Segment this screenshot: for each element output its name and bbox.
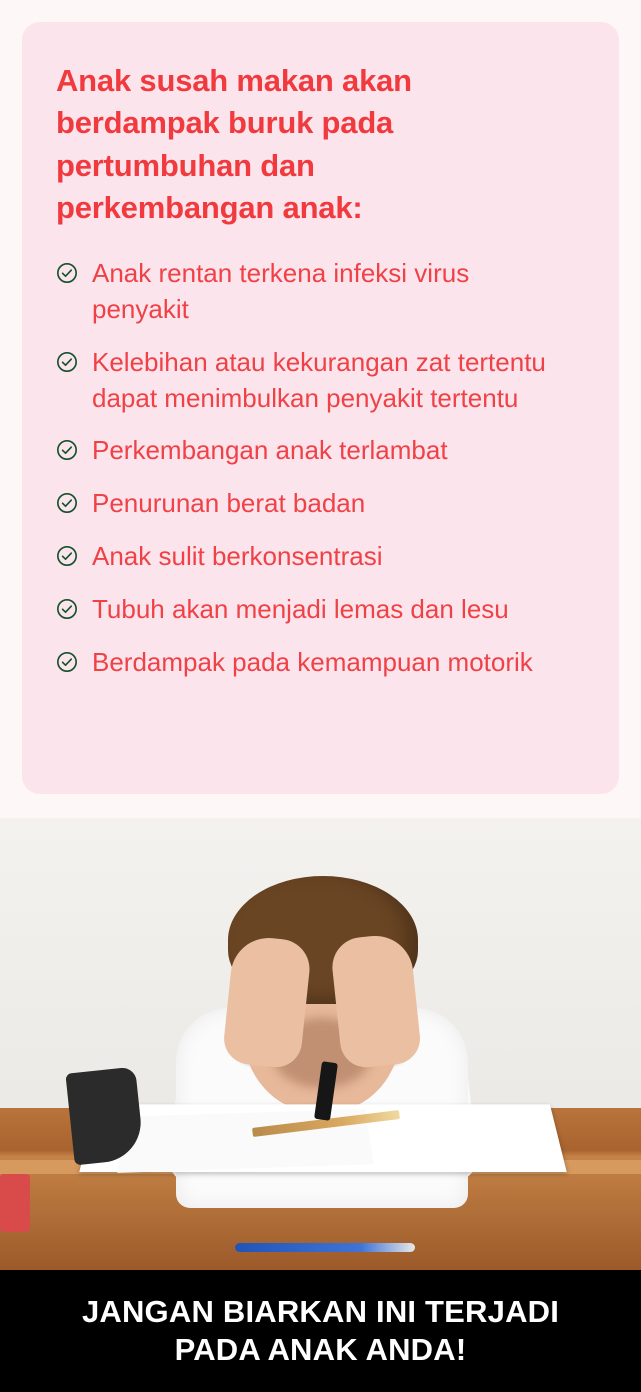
check-circle-icon bbox=[56, 598, 78, 620]
list-item bbox=[56, 592, 585, 628]
check-circle-icon bbox=[56, 351, 78, 373]
list-item-label: Penurunan berat badan bbox=[92, 488, 366, 519]
eraser bbox=[0, 1174, 30, 1232]
list-item bbox=[56, 345, 585, 417]
list-item-label: Anak sulit berkonsentrasi bbox=[92, 541, 383, 572]
list-item-label: Anak rentan terkena infeksi virus penyakit bbox=[92, 257, 470, 324]
list-item-label: Kelebihan atau kekurangan zat tertentu dapat menimbulkan penyakit tertentu bbox=[92, 346, 546, 413]
check-circle-icon bbox=[56, 651, 78, 673]
warning-card bbox=[22, 22, 619, 794]
blue-pen bbox=[235, 1243, 415, 1252]
list-item bbox=[56, 486, 585, 522]
check-circle-icon bbox=[56, 262, 78, 284]
list-item-label: Berdampak pada kemampuan motorik bbox=[92, 646, 533, 677]
list-item bbox=[56, 256, 585, 328]
caption-line-1: JANGAN BIARKAN INI TERJADI bbox=[81, 1294, 560, 1330]
caption-line-2: PADA ANAK ANDA! bbox=[174, 1332, 467, 1367]
card-title: Anak susah makan akan berdampak buruk pada pertumbuhan dan perkembangan anak: bbox=[56, 63, 412, 226]
list-item bbox=[56, 645, 585, 681]
list-item-label: Perkembangan anak terlambat bbox=[92, 435, 448, 466]
check-circle-icon bbox=[56, 492, 78, 514]
check-circle-icon bbox=[56, 545, 78, 567]
effects-list bbox=[56, 256, 585, 681]
list-item bbox=[56, 539, 585, 575]
check-circle-icon bbox=[56, 439, 78, 461]
photo-illustration bbox=[0, 818, 641, 1270]
list-item bbox=[56, 433, 585, 469]
list-item-label: Tubuh akan menjadi lemas dan lesu bbox=[92, 594, 509, 624]
caption-bar bbox=[0, 1270, 641, 1392]
photo-block bbox=[0, 818, 641, 1270]
